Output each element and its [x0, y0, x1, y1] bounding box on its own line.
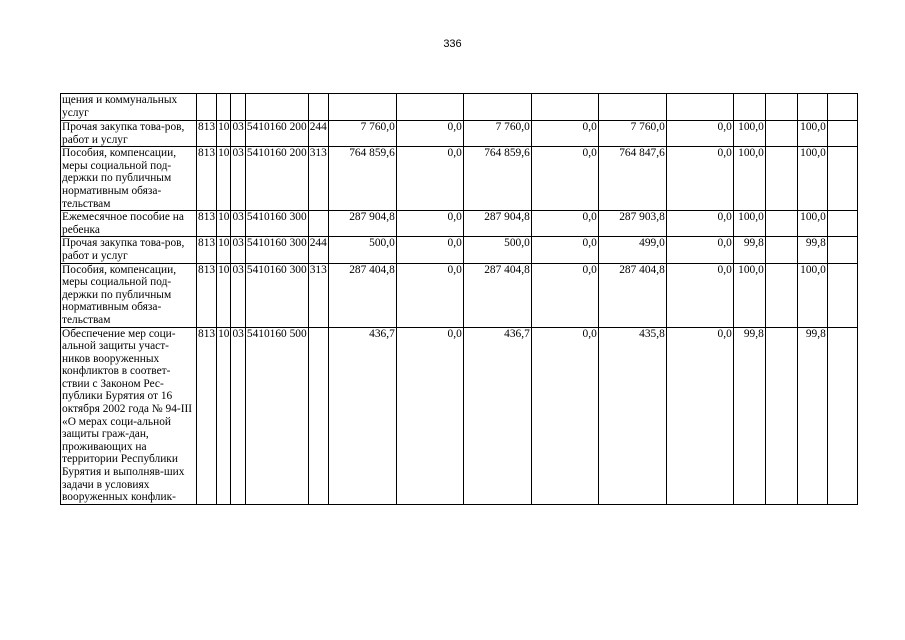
- subsection-code-cell: 03: [231, 263, 245, 327]
- row-name-cell: Прочая закупка това-ров, работ и услуг: [61, 121, 197, 147]
- section-code-cell: 10: [217, 147, 231, 211]
- percent-4-cell: [827, 121, 857, 147]
- value-6-cell: 0,0: [666, 237, 733, 263]
- row-name-cell: Ежемесячное пособие на ребенка: [61, 211, 197, 237]
- percent-4-cell: [827, 237, 857, 263]
- value-3-cell: 500,0: [463, 237, 531, 263]
- subsection-code-cell: 03: [231, 237, 245, 263]
- value-2-cell: 0,0: [396, 263, 463, 327]
- percent-1-cell: 100,0: [733, 263, 765, 327]
- subsection-code-cell: 03: [231, 211, 245, 237]
- value-6-cell: 0,0: [666, 327, 733, 504]
- value-6-cell: 0,0: [666, 211, 733, 237]
- percent-2-cell: [765, 327, 797, 504]
- value-1-cell: [328, 94, 396, 121]
- table-row: [61, 94, 858, 121]
- value-3-cell: 287 404,8: [463, 263, 531, 327]
- value-1-cell: 500,0: [328, 237, 396, 263]
- value-4-cell: 0,0: [531, 327, 598, 504]
- expense-type-code-cell: 244: [308, 237, 328, 263]
- percent-3-cell: 100,0: [797, 147, 827, 211]
- row-name-cell: Пособия, компенсации, меры социальной под-держки по публичным нормативным обяза-тельствам: [61, 263, 197, 327]
- value-6-cell: 0,0: [666, 121, 733, 147]
- value-2-cell: [396, 94, 463, 121]
- subsection-code-cell: 03: [231, 147, 245, 211]
- budget-table: [60, 93, 858, 505]
- value-2-cell: 0,0: [396, 327, 463, 504]
- value-4-cell: [531, 94, 598, 121]
- value-5-cell: 287 903,8: [598, 211, 666, 237]
- percent-4-cell: [827, 211, 857, 237]
- percent-1-cell: 99,8: [733, 237, 765, 263]
- percent-1-cell: 100,0: [733, 147, 765, 211]
- row-name-cell: Обеспечение мер соци-альной защиты участ-ников вооруженных конфликтов в соответ-ствии с Законом Рес-публики Бурятия от 16 октября 2002 года № 94-III «О мерах соци-альной защиты граж-дан, проживающих на территории Республики Бурятия и выполняв-ших задачи в условиях вооруженных конфлик-: [61, 327, 197, 504]
- value-3-cell: 7 760,0: [463, 121, 531, 147]
- value-4-cell: 0,0: [531, 211, 598, 237]
- target-article-code-cell: 5410160 200: [245, 147, 308, 211]
- expense-type-code-cell: [308, 327, 328, 504]
- page-number: 336: [443, 38, 462, 50]
- section-code-cell: 10: [217, 237, 231, 263]
- row-name-cell: Прочая закупка това-ров, работ и услуг: [61, 237, 197, 263]
- ved-code-cell: 813: [197, 147, 217, 211]
- expense-type-code-cell: 313: [308, 147, 328, 211]
- table-row: [61, 263, 858, 327]
- percent-1-cell: 100,0: [733, 121, 765, 147]
- section-code-cell: 10: [217, 211, 231, 237]
- percent-4-cell: [827, 147, 857, 211]
- value-5-cell: 287 404,8: [598, 263, 666, 327]
- ved-code-cell: 813: [197, 263, 217, 327]
- section-code-cell: 10: [217, 121, 231, 147]
- value-2-cell: 0,0: [396, 121, 463, 147]
- target-article-code-cell: 5410160 300: [245, 263, 308, 327]
- percent-4-cell: [827, 327, 857, 504]
- percent-3-cell: [797, 94, 827, 121]
- percent-4-cell: [827, 263, 857, 327]
- target-article-code-cell: [245, 94, 308, 121]
- subsection-code-cell: 03: [231, 327, 245, 504]
- value-4-cell: 0,0: [531, 147, 598, 211]
- percent-3-cell: 100,0: [797, 263, 827, 327]
- percent-2-cell: [765, 147, 797, 211]
- ved-code-cell: 813: [197, 327, 217, 504]
- value-3-cell: 287 904,8: [463, 211, 531, 237]
- value-2-cell: 0,0: [396, 211, 463, 237]
- value-5-cell: 7 760,0: [598, 121, 666, 147]
- table-row: [61, 147, 858, 211]
- expense-type-code-cell: 244: [308, 121, 328, 147]
- ved-code-cell: 813: [197, 237, 217, 263]
- table-row: [61, 327, 858, 504]
- section-code-cell: 10: [217, 263, 231, 327]
- value-1-cell: 764 859,6: [328, 147, 396, 211]
- percent-1-cell: 100,0: [733, 211, 765, 237]
- subsection-code-cell: 03: [231, 121, 245, 147]
- percent-3-cell: 100,0: [797, 121, 827, 147]
- value-5-cell: 499,0: [598, 237, 666, 263]
- percent-2-cell: [765, 237, 797, 263]
- row-name-cell: щения и коммунальных услуг: [61, 94, 197, 121]
- value-5-cell: 435,8: [598, 327, 666, 504]
- percent-1-cell: 99,8: [733, 327, 765, 504]
- value-4-cell: 0,0: [531, 237, 598, 263]
- expense-type-code-cell: [308, 211, 328, 237]
- value-6-cell: 0,0: [666, 263, 733, 327]
- percent-4-cell: [827, 94, 857, 121]
- value-1-cell: 436,7: [328, 327, 396, 504]
- value-1-cell: 287 904,8: [328, 211, 396, 237]
- target-article-code-cell: 5410160 300: [245, 211, 308, 237]
- table-row: [61, 121, 858, 147]
- value-1-cell: 287 404,8: [328, 263, 396, 327]
- value-5-cell: [598, 94, 666, 121]
- value-6-cell: 0,0: [666, 147, 733, 211]
- table-row: [61, 237, 858, 263]
- value-4-cell: 0,0: [531, 121, 598, 147]
- ved-code-cell: 813: [197, 121, 217, 147]
- value-4-cell: 0,0: [531, 263, 598, 327]
- subsection-code-cell: [231, 94, 245, 121]
- value-6-cell: [666, 94, 733, 121]
- target-article-code-cell: 5410160 200: [245, 121, 308, 147]
- ved-code-cell: [197, 94, 217, 121]
- value-2-cell: 0,0: [396, 237, 463, 263]
- value-3-cell: [463, 94, 531, 121]
- value-5-cell: 764 847,6: [598, 147, 666, 211]
- value-3-cell: 436,7: [463, 327, 531, 504]
- value-2-cell: 0,0: [396, 147, 463, 211]
- table-row: [61, 211, 858, 237]
- value-3-cell: 764 859,6: [463, 147, 531, 211]
- percent-2-cell: [765, 121, 797, 147]
- percent-3-cell: 100,0: [797, 211, 827, 237]
- percent-2-cell: [765, 211, 797, 237]
- expense-type-code-cell: [308, 94, 328, 121]
- section-code-cell: 10: [217, 327, 231, 504]
- section-code-cell: [217, 94, 231, 121]
- row-name-cell: Пособия, компенсации, меры социальной под-держки по публичным нормативным обяза-тельствам: [61, 147, 197, 211]
- expense-type-code-cell: 313: [308, 263, 328, 327]
- target-article-code-cell: 5410160 300: [245, 237, 308, 263]
- ved-code-cell: 813: [197, 211, 217, 237]
- target-article-code-cell: 5410160 500: [245, 327, 308, 504]
- percent-3-cell: 99,8: [797, 237, 827, 263]
- percent-2-cell: [765, 263, 797, 327]
- percent-1-cell: [733, 94, 765, 121]
- percent-2-cell: [765, 94, 797, 121]
- value-1-cell: 7 760,0: [328, 121, 396, 147]
- percent-3-cell: 99,8: [797, 327, 827, 504]
